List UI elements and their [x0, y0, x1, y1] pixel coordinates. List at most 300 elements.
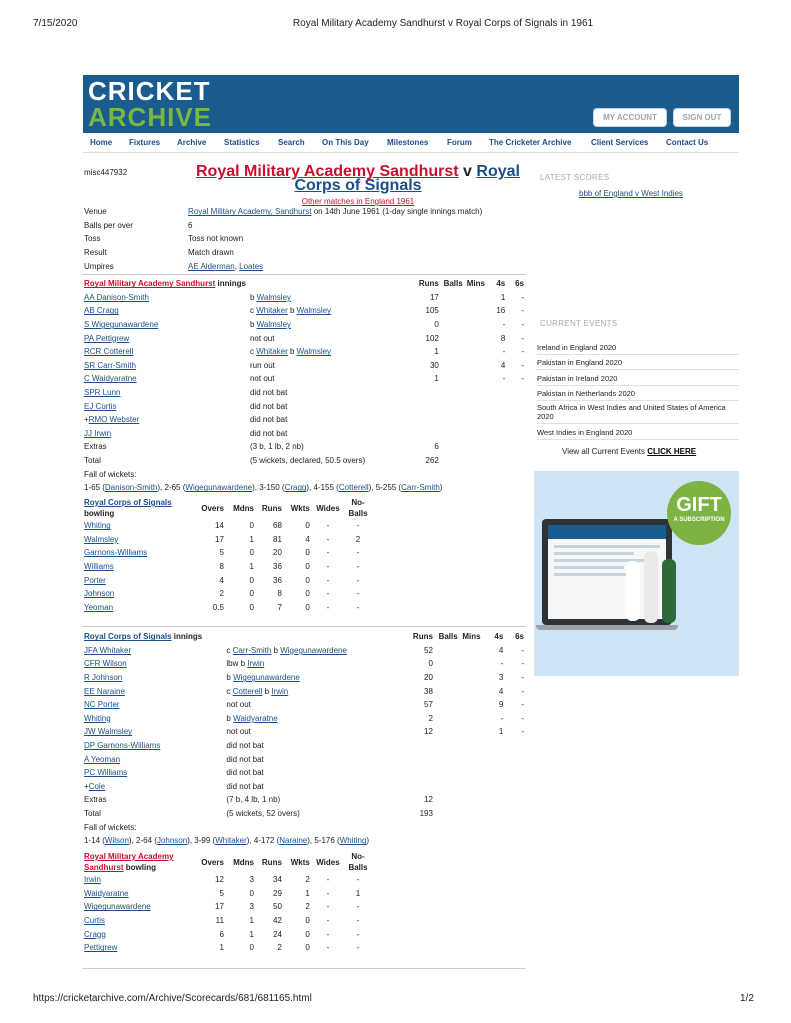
- bowler-link[interactable]: Garnons-Williams: [84, 548, 148, 558]
- event-item[interactable]: Pakistan in England 2020: [537, 358, 739, 370]
- fours-cell: -: [502, 347, 506, 357]
- overs-cell: 14: [215, 521, 224, 531]
- dismissal-text: b: [226, 713, 234, 723]
- umpire-link[interactable]: AE Alderman: [188, 261, 235, 271]
- team2-link-a[interactable]: Royal: [476, 163, 520, 180]
- batting-row: [82, 657, 526, 671]
- col-noballs-b: Balls: [348, 509, 368, 518]
- overs-cell: 17: [215, 902, 224, 912]
- gift-sub-text: A SUBSCRIPTION: [673, 517, 725, 523]
- bowling2-title: [82, 851, 194, 873]
- innings2-team-link[interactable]: Royal Corps of Signals: [84, 632, 172, 642]
- fow-batsman-link[interactable]: Naraine: [279, 836, 308, 846]
- other-matches-link[interactable]: Other matches in England 1961: [301, 197, 415, 206]
- sixes-cell: -: [521, 673, 524, 683]
- runs-cell: 68: [273, 521, 282, 531]
- batsman-cell: [82, 725, 224, 739]
- dismissal-text: did not bat: [249, 401, 288, 411]
- fielder-link[interactable]: Carr-Smith: [232, 645, 272, 655]
- dismissal-text: b: [249, 292, 257, 302]
- overs-cell: 11: [215, 916, 224, 926]
- sixes-cell: [507, 413, 526, 427]
- runs-cell: 8: [277, 589, 282, 599]
- bowler-cell: [82, 546, 194, 560]
- info-row-balls: [82, 219, 526, 233]
- noballs-cell: -: [356, 602, 360, 612]
- innings1-header: [82, 277, 526, 291]
- runs-cell: [417, 399, 441, 413]
- extras-runs: 6: [434, 442, 439, 452]
- match-title: [188, 165, 528, 209]
- bowler-link[interactable]: Whiting: [84, 521, 111, 531]
- mins-cell: [460, 712, 483, 726]
- runs-cell: [417, 413, 441, 427]
- bowler-cell: [82, 519, 194, 533]
- spacer: [248, 277, 417, 291]
- info-row-umpires: [82, 259, 526, 273]
- noballs-cell: -: [356, 902, 360, 912]
- bowling2-table: [82, 851, 372, 955]
- dismissal-cell: [224, 644, 410, 658]
- fow-batsman-link[interactable]: Cragg: [284, 483, 307, 493]
- total-row: [82, 454, 526, 468]
- bowler-cell: [82, 914, 194, 928]
- view-all-text: View all Current Events: [562, 447, 648, 456]
- balls-cell: [441, 345, 465, 359]
- sixes-cell: -: [521, 347, 524, 357]
- info-row-venue: [82, 205, 526, 219]
- dismissal-text: b: [287, 306, 297, 316]
- bowling1-suffix: bowling: [84, 509, 115, 518]
- bowler-link[interactable]: Walmsley: [84, 534, 119, 544]
- col-mins: Mins: [466, 279, 485, 289]
- batsman-cell: [82, 644, 224, 658]
- batsman-link[interactable]: AB Cragg: [84, 306, 119, 316]
- bowler-link[interactable]: Cragg: [84, 929, 106, 939]
- batsman-link[interactable]: RMO Webster: [88, 415, 140, 425]
- fours-cell: [487, 399, 507, 413]
- balls-cell: [441, 413, 465, 427]
- fow-sep: ): [439, 483, 443, 493]
- col-wkts: Wkts: [290, 503, 310, 513]
- bowler-link[interactable]: Wigegunawardene: [84, 902, 151, 912]
- wides-cell: -: [326, 589, 330, 599]
- innings1-suffix: innings: [215, 279, 246, 289]
- bowler-cell: [82, 601, 194, 615]
- bowler-link[interactable]: Johnson: [84, 589, 115, 599]
- runs-cell: 29: [273, 888, 282, 898]
- umpire-link[interactable]: Loates: [239, 261, 264, 271]
- bowler-cell: [82, 533, 194, 547]
- batsman-link[interactable]: NC Porter: [84, 700, 120, 710]
- fow-label-row: [82, 820, 526, 834]
- overs-cell: 8: [219, 562, 224, 572]
- latest-score-link[interactable]: bbb of England v West Indies: [579, 189, 683, 198]
- batsman-link[interactable]: C Waidyaratne: [84, 374, 137, 384]
- col-6s: 6s: [515, 632, 524, 642]
- nav-on-this-day[interactable]: On This Day: [322, 138, 369, 147]
- fow-batsman-link[interactable]: Johnson: [156, 836, 188, 846]
- batsman-link[interactable]: Cole: [88, 781, 106, 791]
- batsman-cell: [82, 766, 224, 780]
- venue-link[interactable]: Royal Military Academy, Sandhurst: [188, 207, 312, 217]
- team2-link-b[interactable]: Corps of Signals: [294, 177, 422, 194]
- dismissal-text: did not bat: [226, 768, 264, 778]
- batsman-link[interactable]: JJ Irwin: [84, 428, 112, 438]
- noballs-cell: 2: [355, 534, 361, 544]
- balls-cell: [441, 291, 465, 305]
- main-nav: [83, 133, 739, 153]
- fours-cell: 4: [498, 645, 504, 655]
- bowler-link[interactable]: Williams: [84, 562, 114, 572]
- mdns-cell: 0: [249, 888, 254, 898]
- dismissal-text: c: [249, 347, 257, 357]
- col-noballs-b: Balls: [348, 863, 368, 872]
- runs-cell: 105: [425, 306, 439, 316]
- noballs-cell: -: [356, 875, 360, 885]
- noballs-cell: -: [356, 943, 360, 953]
- extras-detail: (3 b, 1 lb, 2 nb): [249, 442, 304, 452]
- bowler-cell: [82, 560, 194, 574]
- event-item[interactable]: Pakistan in Netherlands 2020: [537, 389, 739, 401]
- bowling-row: [82, 587, 372, 601]
- bowling-row: [82, 941, 372, 955]
- wides-cell: -: [326, 575, 330, 585]
- col-noballs: [344, 497, 372, 519]
- nav-statistics[interactable]: Statistics: [224, 138, 260, 147]
- bowler-link[interactable]: Yeoman: [84, 602, 114, 612]
- fow-batsman-link[interactable]: Whiting: [339, 836, 367, 846]
- col-runs: Runs: [418, 279, 439, 289]
- runs-cell: 17: [429, 292, 439, 302]
- batsman-link[interactable]: Whiting: [84, 713, 111, 723]
- innings1-title: [82, 277, 248, 291]
- total-label: Total: [84, 456, 101, 466]
- divider: [82, 626, 526, 627]
- col-balls: Balls: [443, 279, 463, 289]
- fow-score: 5-255 (: [375, 483, 402, 493]
- sixes-cell: [505, 752, 526, 766]
- runs-cell: 20: [424, 673, 433, 683]
- balls-cell: [441, 304, 465, 318]
- fow-sep: ),: [368, 483, 376, 493]
- my-account-button[interactable]: MY ACCOUNT: [593, 108, 667, 127]
- batsman-cell: [82, 318, 248, 332]
- nav-cricketer-archive[interactable]: The Cricketer Archive: [489, 138, 572, 147]
- runs-cell: [410, 766, 435, 780]
- bowling2-team-link-a[interactable]: Royal Military Academy: [84, 852, 174, 861]
- batsman-link[interactable]: S Wigegunawardene: [84, 320, 159, 330]
- dismissal-text: not out: [249, 333, 275, 343]
- bowler-link[interactable]: Walmsley: [296, 347, 332, 357]
- col-mdns: Mdns: [233, 503, 254, 513]
- dismissal-cell: [224, 780, 410, 794]
- nav-forum[interactable]: Forum: [447, 138, 472, 147]
- mins-cell: [460, 725, 483, 739]
- bowling-row: [82, 887, 372, 901]
- bowling-row: [82, 873, 372, 887]
- fours-cell: -: [500, 659, 504, 669]
- batsman-link[interactable]: DP Garnons-Williams: [84, 741, 161, 751]
- divider: [82, 274, 526, 275]
- extras-label: Extras: [84, 442, 107, 452]
- bowling1-title: [82, 497, 194, 519]
- fours-cell: 3: [498, 673, 504, 683]
- innings2-title: [82, 630, 224, 644]
- bowler-link[interactable]: Irwin: [271, 686, 289, 696]
- gift-subscription-ad[interactable]: [534, 471, 739, 676]
- balls-cell: [441, 318, 465, 332]
- batsman-cell: [82, 427, 248, 441]
- bowling1-team-link[interactable]: Royal Corps of Signals: [84, 498, 172, 507]
- nav-client-services[interactable]: Client Services: [591, 138, 649, 147]
- mdns-cell: 0: [249, 575, 254, 585]
- dismissal-text: not out: [226, 727, 251, 737]
- click-here-link[interactable]: CLICK HERE: [647, 447, 697, 456]
- col-6s: 6s: [515, 279, 524, 289]
- bowler-link[interactable]: Walmsley: [296, 306, 332, 316]
- print-title: Royal Military Academy Sandhurst v Royal Corps of Signals in 1961: [292, 18, 594, 29]
- batting-row: [82, 739, 526, 753]
- batsman-link[interactable]: JW Walmsley: [84, 727, 133, 737]
- bowling2-suffix: bowling: [123, 863, 156, 872]
- col-runs: Runs: [412, 632, 433, 642]
- keeper-mark: +: [84, 415, 89, 425]
- mins-cell: [465, 331, 487, 345]
- mins-cell: [460, 671, 483, 685]
- spacer: [224, 630, 410, 644]
- wides-cell: -: [326, 562, 330, 572]
- wides-cell: -: [326, 534, 330, 544]
- runs-cell: 0: [434, 320, 439, 330]
- dismissal-text: did not bat: [226, 741, 264, 751]
- wkts-cell: 0: [305, 916, 310, 926]
- batsman-link[interactable]: EJ Curtis: [84, 401, 117, 411]
- wkts-cell: 0: [305, 562, 310, 572]
- fielder-link[interactable]: Whitaker: [256, 306, 288, 316]
- fours-cell: [487, 386, 507, 400]
- fow-batsman-link[interactable]: Whitaker: [215, 836, 247, 846]
- sixes-cell: [507, 399, 526, 413]
- balls-cell: [441, 372, 465, 386]
- bowler-link[interactable]: Pettigrew: [84, 943, 118, 953]
- batting-row: [82, 413, 526, 427]
- batsman-link[interactable]: R Johnson: [84, 673, 123, 683]
- sixes-cell: -: [521, 306, 524, 316]
- col-overs: Overs: [201, 503, 224, 513]
- fours-cell: 4: [500, 360, 506, 370]
- dismissal-text: did not bat: [249, 388, 288, 398]
- batting-row: [82, 291, 526, 305]
- mins-cell: [460, 780, 483, 794]
- umpire-sep: ,: [234, 261, 240, 271]
- innings1-team-link[interactable]: Royal Military Academy Sandhurst: [84, 279, 216, 289]
- bowling-row: [82, 900, 372, 914]
- fow-score: 3-150 (: [259, 483, 285, 493]
- info-row-result: [82, 246, 526, 260]
- team1-link[interactable]: Royal Military Academy Sandhurst: [196, 163, 459, 180]
- innings2-header: [82, 630, 526, 644]
- match-info-table: [82, 205, 526, 273]
- batting-row: [82, 780, 526, 794]
- wkts-cell: 0: [305, 548, 310, 558]
- fow-sep: ),: [157, 483, 165, 493]
- mins-cell: [460, 766, 483, 780]
- dismissal-text: not out: [249, 374, 275, 384]
- fow-score: 1-14 (: [84, 836, 105, 846]
- fours-cell: 9: [498, 700, 504, 710]
- logo-line2: ARCHIVE: [88, 102, 213, 132]
- balls-cell: [435, 644, 460, 658]
- fielder-link[interactable]: Walmsley: [256, 292, 292, 302]
- runs-cell: [410, 739, 435, 753]
- info-value: Toss not known: [188, 234, 244, 244]
- fow-sep: ),: [187, 836, 195, 846]
- mins-cell: [465, 304, 487, 318]
- fow-batsman-link[interactable]: Wilson: [104, 836, 129, 846]
- batsman-cell: [82, 399, 248, 413]
- col-runs: Runs: [261, 857, 282, 867]
- innings2-suffix: innings: [171, 632, 203, 642]
- fielder-link[interactable]: Irwin: [247, 659, 265, 669]
- mins-cell: [460, 684, 483, 698]
- overs-cell: 1: [219, 943, 224, 953]
- fow-sep: ),: [246, 836, 254, 846]
- nav-fixtures[interactable]: Fixtures: [129, 138, 161, 147]
- fow-batsman-link[interactable]: Danison-Smith: [104, 483, 158, 493]
- batsman-link[interactable]: CFR Wilson: [84, 659, 127, 669]
- batsman-link[interactable]: JFA Whitaker: [84, 645, 132, 655]
- fours-cell: [483, 780, 506, 794]
- runs-cell: [410, 780, 435, 794]
- extras-detail: (7 b, 4 lb, 1 nb): [226, 795, 281, 805]
- fow-batsman-link[interactable]: Cotterell: [338, 483, 369, 493]
- sixes-cell: -: [521, 700, 524, 710]
- dismissal-text: not out: [226, 700, 251, 710]
- batsman-link[interactable]: PA Pettigrew: [84, 333, 130, 343]
- batsman-link[interactable]: RCR Cotterell: [84, 347, 134, 357]
- print-date: 7/15/2020: [33, 18, 78, 29]
- nav-search[interactable]: Search: [278, 138, 305, 147]
- bowling-row: [82, 914, 372, 928]
- noballs-cell: 1: [355, 888, 361, 898]
- dismissal-cell: [224, 752, 410, 766]
- batting-row: [82, 712, 526, 726]
- fow-sep: ),: [128, 836, 137, 846]
- batsman-link[interactable]: AA Danison-Smith: [84, 292, 149, 302]
- bowler-link[interactable]: Curtis: [84, 916, 105, 926]
- batsman-link[interactable]: SR Carr-Smith: [84, 360, 137, 370]
- info-value: [186, 205, 526, 219]
- col-noballs-a: No-: [351, 498, 365, 507]
- dismissal-text: b: [226, 673, 234, 683]
- dismissal-cell: [248, 386, 417, 400]
- event-item[interactable]: West Indies in England 2020: [537, 428, 739, 440]
- fielder-link[interactable]: Whitaker: [256, 347, 288, 357]
- batting-row: [82, 752, 526, 766]
- batsman-cell: [82, 780, 224, 794]
- bowler-link[interactable]: Porter: [84, 575, 106, 585]
- col-overs: Overs: [201, 857, 224, 867]
- fielder-link[interactable]: Wigegunawardene: [233, 673, 300, 683]
- fow-score: 3-99 (: [194, 836, 216, 846]
- bowling2-header: [82, 851, 372, 873]
- mdns-cell: 1: [249, 916, 254, 926]
- balls-cell: [441, 331, 465, 345]
- overs-cell: 5: [219, 888, 224, 898]
- wkts-cell: 1: [305, 888, 310, 898]
- bowler-link[interactable]: Irwin: [84, 875, 101, 885]
- cricketarchive-logo[interactable]: [88, 78, 212, 130]
- bowler-link[interactable]: Wigegunawardene: [280, 645, 347, 655]
- batsman-link[interactable]: EE Naraine: [84, 686, 125, 696]
- wkts-cell: 4: [305, 534, 310, 544]
- print-page: 1/2: [740, 993, 754, 1004]
- fielder-link[interactable]: Waidyaratne: [233, 713, 278, 723]
- bowling-row: [82, 560, 372, 574]
- fow-batsman-link[interactable]: Carr-Smith: [401, 483, 440, 493]
- balls-cell: [441, 399, 465, 413]
- batting-row: [82, 304, 526, 318]
- dismissal-cell: [224, 739, 410, 753]
- bowling2-team-link-b[interactable]: Sandhurst: [84, 863, 124, 872]
- fow-batsman-link[interactable]: Wigegunawardene: [185, 483, 253, 493]
- batting-row: [82, 725, 526, 739]
- divider: [82, 968, 526, 969]
- mins-cell: [465, 386, 487, 400]
- nav-contact-us[interactable]: Contact Us: [666, 138, 709, 147]
- wides-cell: -: [326, 929, 330, 939]
- dismissal-text: b: [271, 645, 281, 655]
- wkts-cell: 0: [305, 602, 310, 612]
- dismissal-cell: [248, 331, 417, 345]
- bowling1-header: [82, 497, 372, 519]
- event-item[interactable]: Pakistan in Ireland 2020: [537, 374, 739, 386]
- bowler-cell: [82, 900, 194, 914]
- batsman-cell: [82, 331, 248, 345]
- sign-out-button[interactable]: SIGN OUT: [673, 108, 731, 127]
- batsman-cell: [82, 291, 248, 305]
- col-wides: Wides: [316, 503, 340, 513]
- col-wides: Wides: [316, 857, 340, 867]
- mins-cell: [460, 752, 483, 766]
- dismissal-cell: [248, 399, 417, 413]
- batting-row: [82, 386, 526, 400]
- col-runs: Runs: [261, 503, 282, 513]
- overs-cell: 6: [219, 929, 224, 939]
- fielder-link[interactable]: Cotterell: [232, 686, 263, 696]
- innings2-batting-table: [82, 630, 526, 848]
- total-detail: (5 wickets, 52 overs): [226, 809, 300, 819]
- batsman-link[interactable]: PC Williams: [84, 768, 128, 778]
- mdns-cell: 0: [249, 521, 254, 531]
- nav-archive[interactable]: Archive: [177, 138, 207, 147]
- dismissal-cell: [248, 359, 417, 373]
- event-item[interactable]: South Africa in West Indies and United States of America 2020: [537, 403, 739, 424]
- info-value: 6: [188, 220, 193, 230]
- batsman-link[interactable]: SPR Lunn: [84, 388, 121, 398]
- bowler-link[interactable]: Waidyaratne: [84, 888, 129, 898]
- fielder-link[interactable]: Walmsley: [256, 320, 292, 330]
- dismissal-text: c: [226, 645, 233, 655]
- dismissal-text: b: [249, 320, 257, 330]
- fow-row: [82, 481, 526, 495]
- nav-milestones[interactable]: Milestones: [387, 138, 429, 147]
- nav-home[interactable]: Home: [90, 138, 113, 147]
- event-item[interactable]: Ireland in England 2020: [537, 343, 739, 355]
- batsman-link[interactable]: A Yeoman: [84, 754, 121, 764]
- overs-cell: 4: [219, 575, 224, 585]
